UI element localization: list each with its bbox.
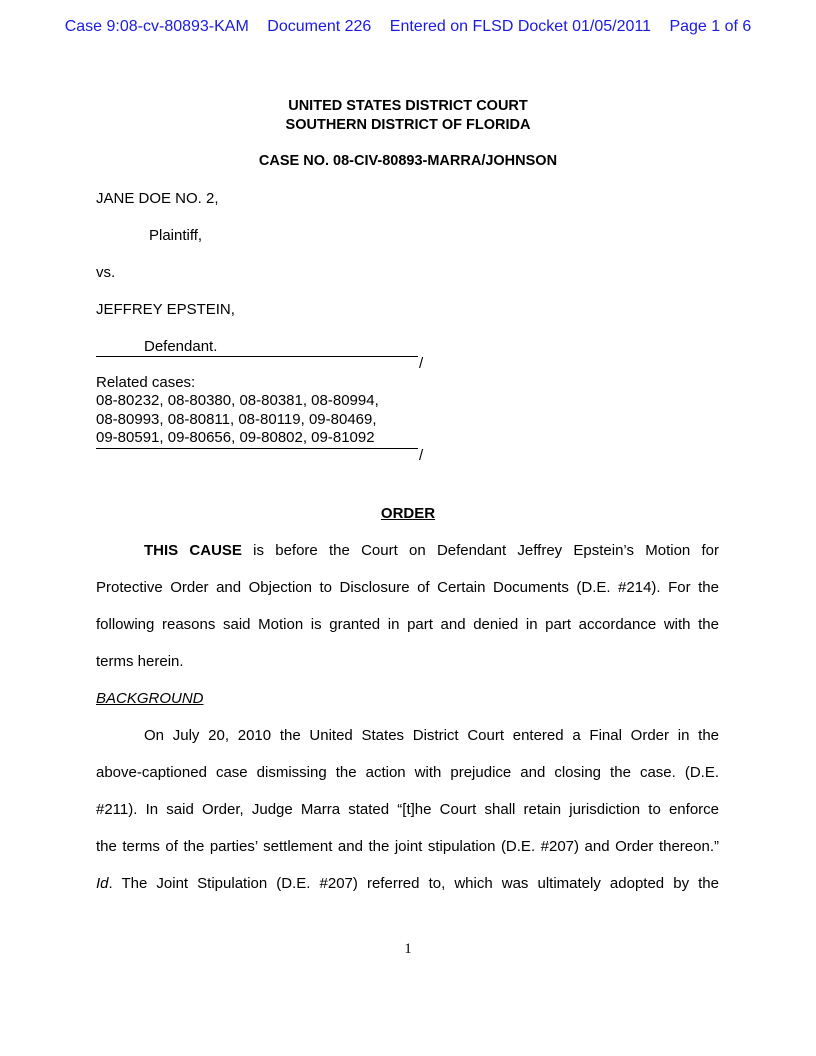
background-line: #211). In said Order, Judge Marra stated “[t]he Court shall retain jurisdiction to enforce	[96, 801, 719, 818]
related-label: Related cases:	[96, 374, 196, 391]
intro-line: following reasons said Motion is granted in part and denied in part accordance with the	[96, 616, 719, 633]
background-line: the terms of the parties’ settlement and the joint stipulation (D.E. #207) and Order thereon.”	[96, 838, 719, 855]
background-line: Id. The Joint Stipulation (D.E. #207) referred to, which was ultimately adopted by the	[96, 875, 719, 892]
defendant-name: JEFFREY EPSTEIN,	[96, 301, 235, 318]
background-heading: BACKGROUND	[96, 690, 204, 707]
caption-slash-bottom: /	[419, 447, 424, 464]
caption-rule-bottom	[96, 448, 418, 449]
header-entered: Entered on FLSD Docket 01/05/2011	[389, 18, 651, 35]
page-number: 1	[404, 941, 412, 957]
defendant-role: Defendant.	[144, 338, 218, 355]
related-line: 09-80591, 09-80656, 09-80802, 09-81092	[96, 429, 375, 446]
court-title	[0, 97, 816, 134]
intro-line: terms herein.	[96, 653, 184, 670]
caption-rule-top	[96, 356, 418, 357]
plaintiff-name: JANE DOE NO. 2,	[96, 190, 219, 207]
background-line: above-captioned case dismissing the action with prejudice and closing the case. (D.E.	[96, 764, 719, 781]
related-line: 08-80232, 08-80380, 08-80381, 08-80994,	[96, 392, 379, 409]
court-name: UNITED STATES DISTRICT COURT	[288, 98, 528, 114]
caption-slash-top: /	[419, 355, 424, 372]
header-page: Page 1 of 6	[669, 18, 752, 35]
related-line: 08-80993, 08-80811, 08-80119, 09-80469,	[96, 411, 377, 428]
header-case: Case 9:08-cv-80893-KAM	[64, 18, 249, 35]
intro-line: THIS CAUSE is before the Court on Defendant Jeffrey Epstein’s Motion for	[144, 542, 720, 559]
background-line: On July 20, 2010 the United States District Court entered a Final Order in the	[144, 727, 719, 744]
id-citation: Id	[96, 875, 109, 892]
plaintiff-role: Plaintiff,	[149, 227, 203, 244]
court-district: SOUTHERN DISTRICT OF FLORIDA	[285, 116, 531, 133]
intro-line: Protective Order and Objection to Disclosure of Certain Documents (D.E. #214). For the	[96, 579, 719, 596]
versus: vs.	[96, 264, 116, 281]
intro-lead: THIS CAUSE	[144, 542, 242, 559]
case-number: CASE NO. 08-CIV-80893-MARRA/JOHNSON	[258, 153, 558, 169]
order-title: ORDER	[380, 505, 436, 522]
docket-header	[0, 18, 816, 36]
header-document: Document 226	[267, 18, 372, 35]
